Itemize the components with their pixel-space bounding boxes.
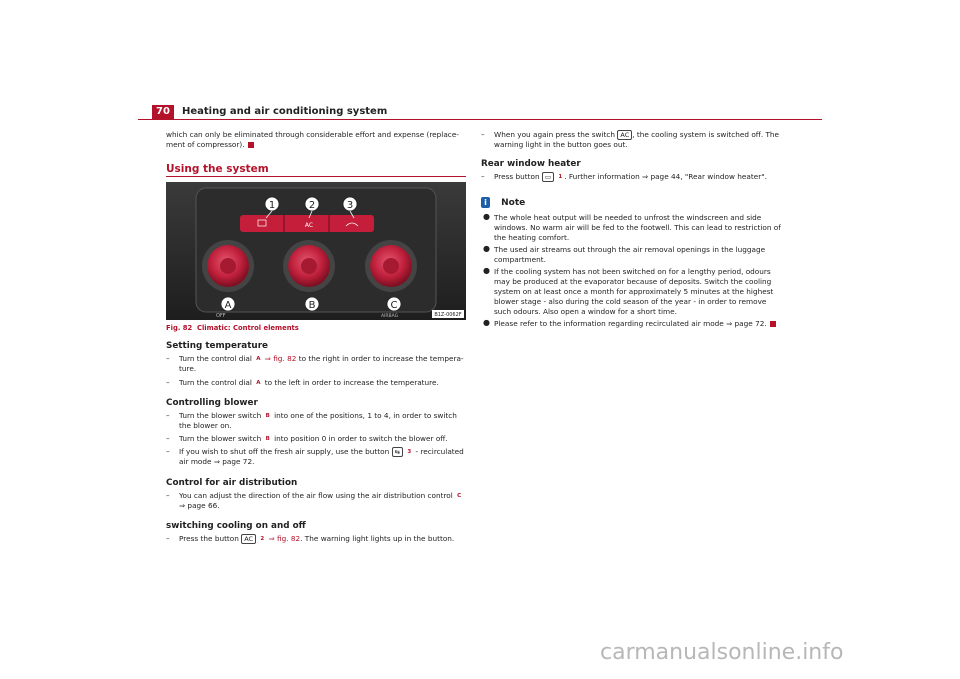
callout-b: B <box>265 436 270 442</box>
panel-off-text: OFF <box>216 313 226 319</box>
cooling-title: switching cooling on and off <box>166 521 306 531</box>
controlling-blower-block <box>166 398 466 467</box>
label-a: A <box>224 300 232 311</box>
figure-climatic-controls <box>166 182 466 320</box>
list-item: – Turn the control dial A to the left in order to increase the temperature. <box>166 378 439 387</box>
ac-button-icon: AC <box>617 130 632 140</box>
list-item: – Turn the blower switch B into one of the positions, 1 to 4, in order to switch the blower on. <box>166 411 457 430</box>
note-item: ● The used air streams out through the air removal openings in the luggage compartment. <box>483 244 766 264</box>
note-item: ● Please refer to the information regarding recirculated air mode ⇒ page 72. <box>481 319 781 329</box>
rear-window-title: Rear window heater <box>481 159 581 169</box>
callout-2: 2 <box>260 536 265 542</box>
air-distribution-title: Control for air distribution <box>166 478 298 488</box>
label-3: 3 <box>346 200 354 211</box>
list-item: – Press button ▭ 1 . Further information ⇒ page 44, "Rear window heater". <box>481 172 767 181</box>
label-b: B <box>308 300 316 311</box>
end-marker-icon <box>770 321 776 327</box>
page-number: 70 <box>152 105 174 119</box>
label-1: 1 <box>268 200 276 211</box>
note-title: Note <box>501 198 526 208</box>
callout-a: A <box>256 356 261 362</box>
figure-caption-text: Climatic: Control elements <box>196 324 299 332</box>
figure-caption <box>166 324 299 332</box>
callout-3: 3 <box>407 449 412 455</box>
panel-airbag-text: AIRBAG <box>381 314 399 319</box>
climatic-panel-illustration <box>166 182 466 320</box>
ac-button-icon: AC <box>241 534 256 544</box>
note-block <box>481 197 781 329</box>
watermark: carmanualsonline.info <box>600 640 844 665</box>
label-c: C <box>390 300 398 311</box>
cooling-block <box>166 521 466 544</box>
ac-off-block <box>481 130 781 150</box>
callout-b: B <box>265 413 270 419</box>
recirculation-button-icon: ⇆ <box>392 447 403 457</box>
fig-link[interactable]: ⇒ fig. 82 <box>264 354 297 363</box>
note-heading <box>481 197 781 208</box>
callout-c: C <box>457 493 462 499</box>
controlling-blower-title: Controlling blower <box>166 398 258 408</box>
intro-paragraph: which can only be eliminated through considerable effort and expense (replace-ment of compressor). <box>166 130 459 149</box>
intro-text <box>166 130 466 150</box>
setting-temperature-title: Setting temperature <box>166 341 268 351</box>
list-item: – Turn the control dial A ⇒ fig. 82 to the right in order to increase the tempera-ture. <box>166 354 464 373</box>
page-title: Heating and air conditioning system <box>182 106 388 117</box>
note-item: ● If the cooling system has not been switched on for a lengthy period, odours may be produced at the evaporator because of deposits. Switch the cooling system on at least once a month for approximately 5 minutes at the highest blower stage - also during the cold season of the year - in order to remove such odours. Also open a window for a short time. <box>483 266 774 316</box>
list-item: – Press the button AC 2 ⇒ fig. 82. The warning light lights up in the button. <box>166 534 455 543</box>
end-marker-icon <box>248 142 254 148</box>
header-rule <box>138 119 822 120</box>
figure-caption-number: Fig. 82 <box>166 324 193 332</box>
note-item: ● The whole heat output will be needed to unfrost the windscreen and side windows. No warm air will be fed to the footwell. This can lead to restriction of the heating comfort. <box>483 212 781 242</box>
rear-window-block <box>481 159 781 182</box>
callout-1: 1 <box>558 174 563 180</box>
callout-a: A <box>256 380 261 386</box>
list-item: – You can adjust the direction of the air flow using the air distribution control C ⇒ page 66. <box>166 491 462 510</box>
section-rule <box>166 176 466 177</box>
setting-temperature-block <box>166 341 466 388</box>
info-icon: i <box>481 197 490 208</box>
fig-link[interactable]: ⇒ fig. 82 <box>268 534 301 543</box>
label-2: 2 <box>308 200 316 211</box>
list-item: – If you wish to shut off the fresh air supply, use the button ⇆ 3 - recirculated air mode ⇒ page 72. <box>166 447 464 466</box>
figure-code: B1Z-0062F <box>434 312 462 318</box>
rear-heater-button-icon: ▭ <box>542 172 554 182</box>
list-item: – Turn the blower switch B into position 0 in order to switch the blower off. <box>166 434 448 443</box>
panel-ac-text: AC <box>304 222 314 229</box>
section-title: Using the system <box>166 163 269 175</box>
list-item: – When you again press the switch AC , the cooling system is switched off. The warning light in the button goes out. <box>481 130 780 149</box>
air-distribution-block <box>166 478 466 511</box>
